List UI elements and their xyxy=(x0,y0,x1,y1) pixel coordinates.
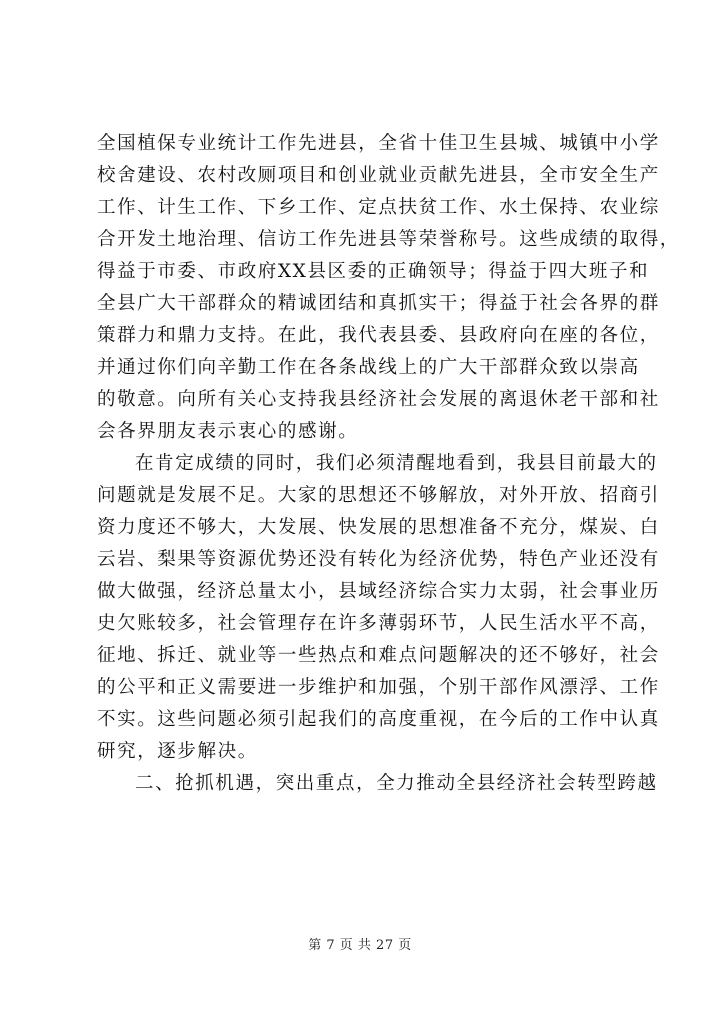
text-line: 全国植保专业统计工作先进县，全省十佳卫生县城、城镇中小学 xyxy=(97,133,660,154)
text-line: 会各界朋友表示衷心的感谢。 xyxy=(97,421,359,442)
text-line: 合开发土地治理、信访工作先进县等荣誉称号。这些成绩的取得， xyxy=(97,229,680,250)
page-number: 第 7 页 共 27 页 xyxy=(308,938,412,953)
text-line: 的敬意。向所有关心支持我县经济社会发展的离退休老干部和社 xyxy=(97,389,660,410)
text-line: 征地、拆迁、就业等一些热点和难点问题解决的还不够好，社会 xyxy=(97,645,660,666)
text-line: 做大做强，经济总量太小，县域经济综合实力太弱，社会事业历 xyxy=(97,581,660,602)
text-line: 资力度还不够大，大发展、快发展的思想准备不充分，煤炭、白 xyxy=(97,517,660,538)
text-line: 云岩、梨果等资源优势还没有转化为经济优势，特色产业还没有 xyxy=(97,549,660,570)
text-line: 得益于市委、市政府XX县区委的正确领导；得益于四大班子和 xyxy=(97,261,650,282)
text-line: 并通过你们向辛勤工作在各条战线上的广大干部群众致以崇高 xyxy=(97,357,640,378)
text-line: 研究，逐步解决。 xyxy=(97,741,258,762)
section-heading: 二、抢抓机遇，突出重点，全力推动全县经济社会转型跨越 xyxy=(135,773,658,794)
paragraph-start-line: 在肯定成绩的同时，我们必须清醒地看到，我县目前最大的 xyxy=(135,453,658,474)
page-footer xyxy=(0,936,720,956)
body-text xyxy=(97,128,680,800)
text-line: 策群力和鼎力支持。在此，我代表县委、县政府向在座的各位， xyxy=(97,325,660,346)
text-line: 的公平和正义需要进一步维护和加强，个别干部作风漂浮、工作 xyxy=(97,677,660,698)
text-line: 问题就是发展不足。大家的思想还不够解放，对外开放、招商引 xyxy=(97,485,660,506)
text-line: 史欠账较多，社会管理存在许多薄弱环节，人民生活水平不高， xyxy=(97,613,660,634)
text-line: 全县广大干部群众的精诚团结和真抓实干；得益于社会各界的群 xyxy=(97,293,660,314)
text-line: 不实。这些问题必须引起我们的高度重视，在今后的工作中认真 xyxy=(97,709,660,730)
text-line: 校舍建设、农村改厕项目和创业就业贡献先进县，全市安全生产 xyxy=(97,165,660,186)
text-line: 工作、计生工作、下乡工作、定点扶贫工作、水土保持、农业综 xyxy=(97,197,660,218)
